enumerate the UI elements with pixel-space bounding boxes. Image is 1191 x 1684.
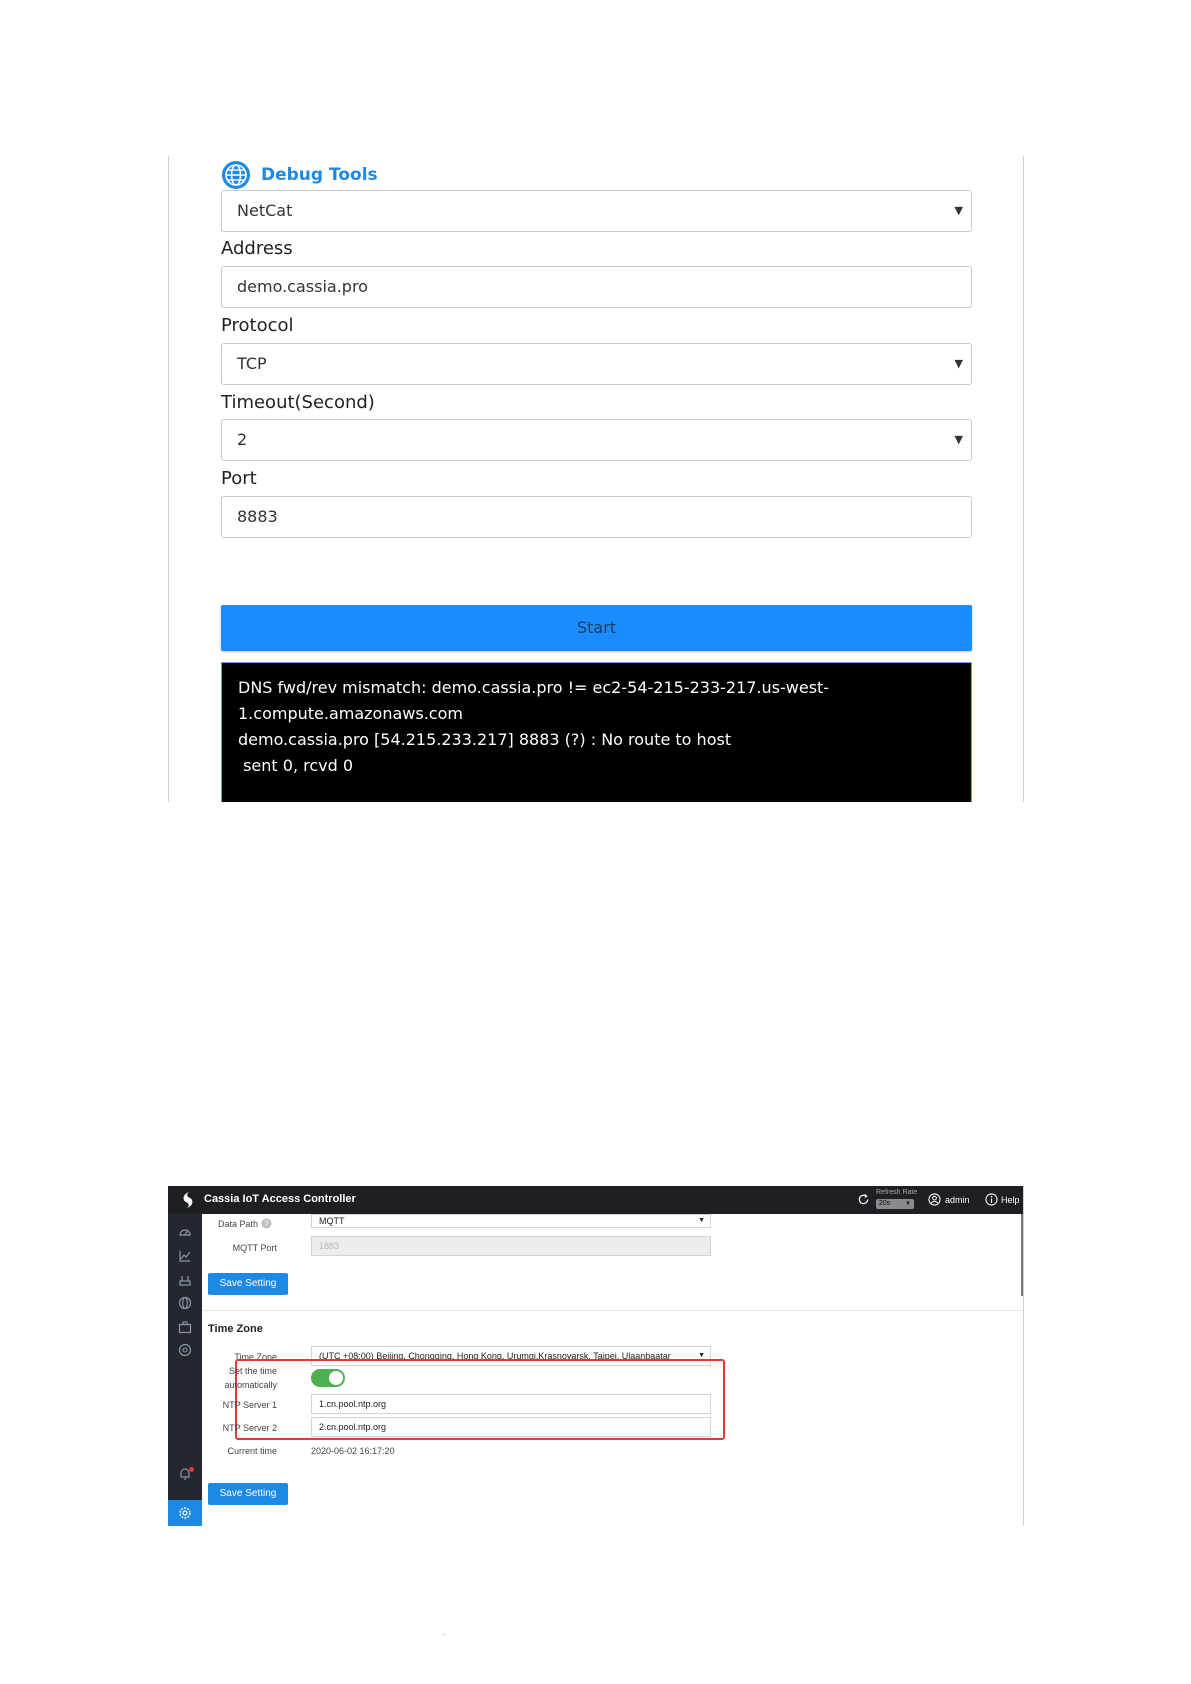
save-setting-button[interactable]: Save Setting [208, 1273, 288, 1295]
refresh-rate-select[interactable] [876, 1199, 914, 1209]
port-input[interactable] [221, 496, 972, 538]
app-title: Cassia IoT Access Controller [204, 1193, 356, 1205]
current-time-label: Current time [227, 1446, 277, 1456]
ntp2-label: NTP Server 2 [222, 1423, 277, 1433]
address-input[interactable] [221, 266, 972, 308]
stray-mark: - [443, 1630, 446, 1639]
notification-dot [189, 1467, 194, 1472]
ntp1-input[interactable] [311, 1394, 711, 1414]
debug-tools-title: Debug Tools [261, 165, 378, 185]
chevron-down-icon: ▼ [698, 1217, 705, 1224]
ntp2-input[interactable] [311, 1417, 711, 1437]
router-icon[interactable] [178, 1273, 192, 1287]
timeout-label: Timeout(Second) [221, 392, 375, 413]
port-value: 8883 [237, 507, 278, 526]
refresh-rate-label: Refresh Rate [876, 1189, 918, 1196]
mqtt-port-value: 1883 [319, 1241, 340, 1251]
chevron-down-icon: ▼ [954, 204, 963, 217]
port-label: Port [221, 468, 257, 489]
shield-icon[interactable] [178, 1343, 192, 1357]
debug-tools-header [221, 158, 378, 192]
ntp1-value: 1.cn.pool.ntp.org [319, 1399, 387, 1409]
time-zone-section-title: Time Zone [208, 1323, 263, 1335]
output-line: sent 0, rcvd 0 [238, 756, 354, 775]
ntp2-value: 2.cn.pool.ntp.org [319, 1422, 387, 1432]
protocol-value: TCP [237, 354, 267, 373]
current-time-value: 2020-06-02 16:17:20 [311, 1446, 395, 1456]
tool-select-value: NetCat [237, 201, 293, 220]
auto-time-toggle[interactable] [311, 1369, 345, 1387]
auto-time-label-2: automatically [224, 1380, 277, 1390]
mqtt-port-label: MQTT Port [232, 1243, 277, 1253]
ntp1-label: NTP Server 1 [222, 1400, 277, 1410]
data-path-label: Data Path [217, 1219, 258, 1229]
output-console [221, 662, 972, 802]
protocol-label: Protocol [221, 315, 294, 336]
cassia-controller-window [168, 1186, 1024, 1526]
globe-icon[interactable] [178, 1296, 192, 1310]
help-circle-icon[interactable] [261, 1218, 272, 1229]
chevron-down-icon: ▼ [954, 357, 963, 370]
data-path-select[interactable] [311, 1214, 711, 1228]
chevron-down-icon: ▼ [905, 1201, 911, 1207]
start-button[interactable]: Start [221, 605, 972, 651]
auto-time-label: Set the time [228, 1366, 277, 1376]
settings-icon [178, 1506, 192, 1520]
time-zone-value: (UTC +08:00) Beijing, Chongqing, Hong Kong, Urumqi,Krasnoyarsk, Taipei, Ulaanbaatar [319, 1351, 671, 1361]
refresh-icon[interactable] [857, 1193, 870, 1206]
scrollbar[interactable] [1021, 1214, 1024, 1296]
svg-text:?: ? [264, 1219, 269, 1229]
sidebar-item-settings[interactable] [168, 1500, 202, 1526]
help-link[interactable]: Help [1001, 1195, 1020, 1205]
time-zone-label: Time Zone [234, 1352, 277, 1362]
data-path-value: MQTT [319, 1216, 345, 1226]
output-line: DNS fwd/rev mismatch: demo.cassia.pro != ec2-54-215-233-217.us-west- [238, 678, 830, 697]
admin-user[interactable]: admin [945, 1195, 970, 1205]
address-label: Address [221, 238, 293, 259]
refresh-rate-value: 20s [879, 1200, 891, 1207]
tool-select[interactable] [221, 190, 972, 232]
section-divider [202, 1310, 1024, 1311]
chevron-down-icon: ▼ [954, 433, 963, 446]
globe-icon [221, 160, 251, 190]
timeout-value: 2 [237, 430, 248, 449]
info-icon[interactable] [985, 1193, 998, 1206]
output-line: 1.compute.amazonaws.com [238, 704, 463, 723]
top-bar [168, 1186, 1024, 1214]
protocol-select[interactable] [221, 343, 972, 385]
timeout-select[interactable] [221, 419, 972, 461]
address-value: demo.cassia.pro [237, 277, 368, 296]
user-icon[interactable] [928, 1193, 941, 1206]
debug-tools-panel [168, 156, 1024, 802]
cassia-logo-icon [180, 1191, 196, 1209]
output-line: demo.cassia.pro [54.215.233.217] 8883 (?) : No route to host [238, 730, 732, 749]
save-setting-button[interactable]: Save Setting [208, 1483, 288, 1505]
toolbox-icon[interactable] [178, 1320, 192, 1334]
mqtt-port-input [311, 1236, 711, 1256]
chevron-down-icon: ▼ [698, 1352, 705, 1359]
